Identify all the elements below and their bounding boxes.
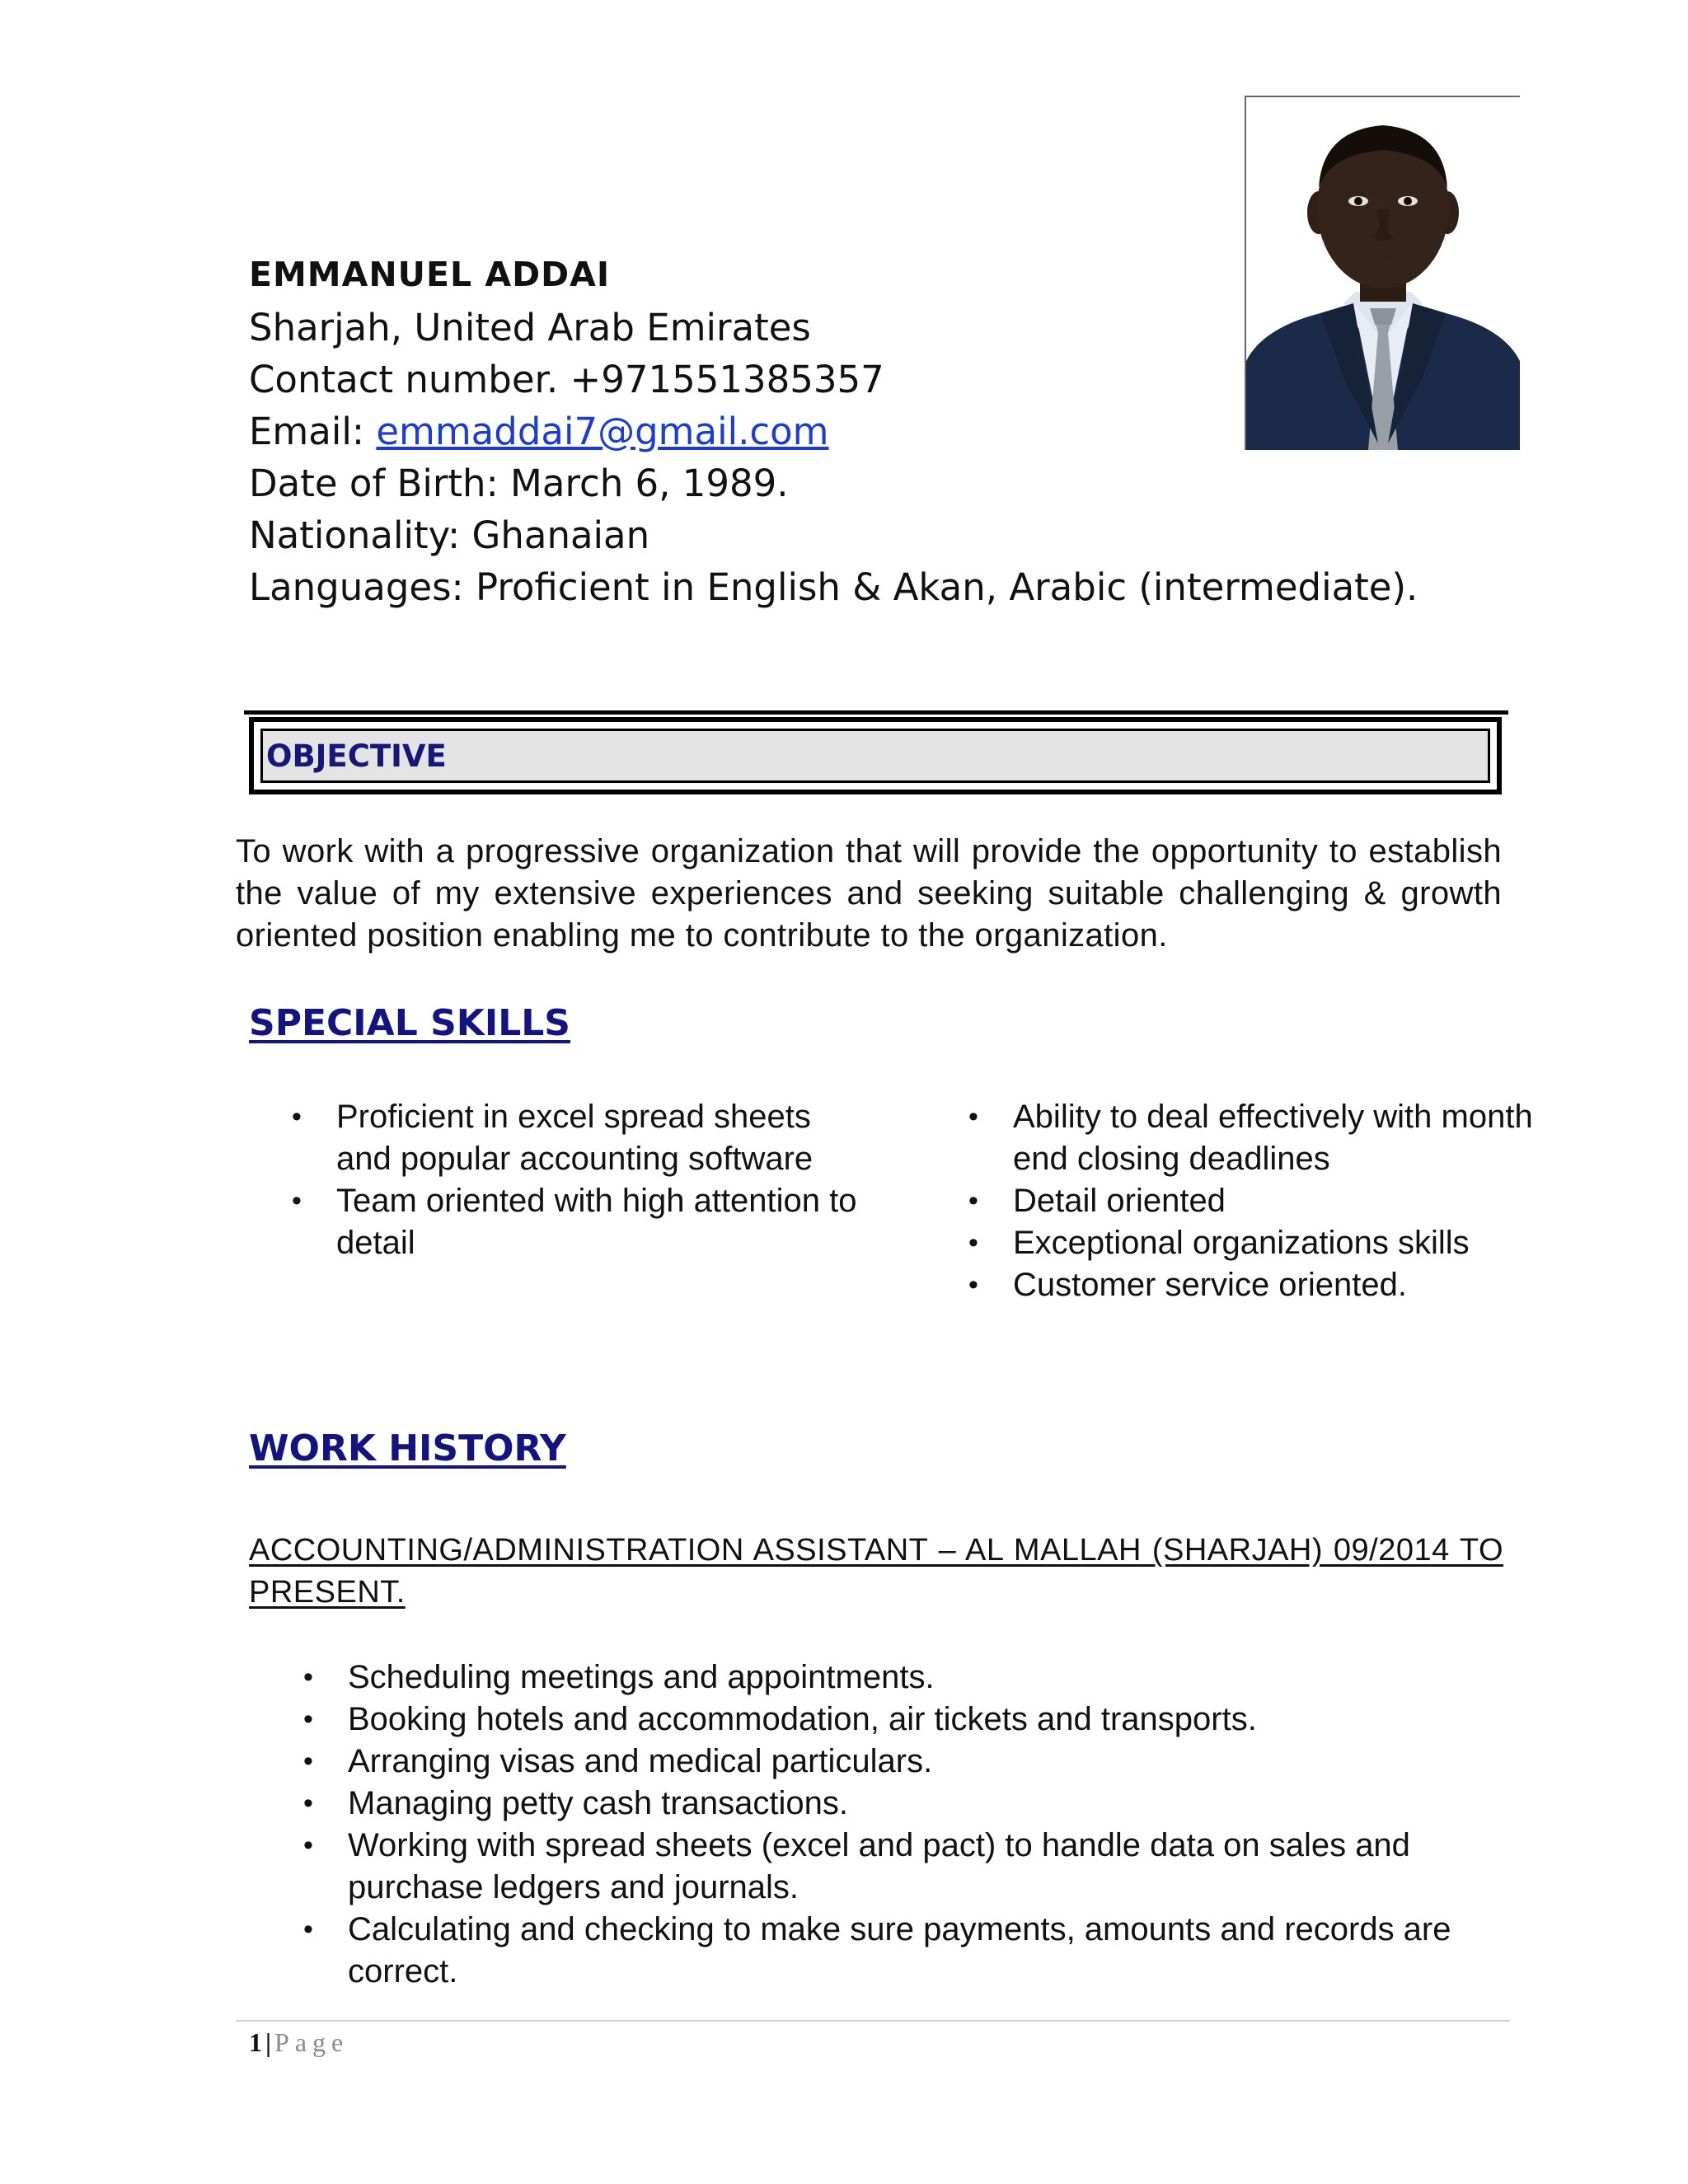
page-separator: | xyxy=(265,2027,272,2057)
profile-photo xyxy=(1245,96,1520,450)
list-item: • Booking hotels and accommodation, air tickets and transports. xyxy=(348,1699,1518,1741)
job-title: ACCOUNTING/ADMINISTRATION ASSISTANT – AL MALLAH (SHARJAH) 09/2014 TO PRESENT. xyxy=(249,1533,1503,1610)
footer-rule xyxy=(236,2020,1510,2022)
duties-list xyxy=(348,1657,1518,1993)
date-of-birth: Date of Birth: March 6, 1989. xyxy=(249,462,789,505)
objective-header-box xyxy=(249,717,1502,794)
contact-block xyxy=(249,302,1418,613)
page-label: Page xyxy=(274,2027,349,2057)
objective-title: OBJECTIVE xyxy=(266,738,447,774)
nationality: Nationality: Ghanaian xyxy=(249,513,650,557)
work-history-heading: WORK HISTORY xyxy=(249,1427,566,1469)
skills-list-left xyxy=(336,1096,864,1264)
list-item: • Calculating and checking to make sure payments, amounts and records are correct. xyxy=(348,1909,1518,1993)
objective-text: To work with a progressive organization that will provide the opportunity to establish the value of my extensive experiences and seeking suitable challenging & growth oriented position enabling me to contribute to the organization. xyxy=(236,833,1502,954)
location: Sharjah, United Arab Emirates xyxy=(249,306,811,349)
profile-photo-image xyxy=(1246,97,1520,450)
list-item: • Working with spread sheets (excel and pact) to handle data on sales and purchase ledgers and journals. xyxy=(348,1825,1518,1909)
list-item: • Managing petty cash transactions. xyxy=(348,1783,1518,1825)
objective-header-fill xyxy=(260,729,1490,783)
list-item: • Proficient in excel spread sheets and popular accounting software xyxy=(336,1096,864,1180)
email-link[interactable]: emmaddai7@gmail.com xyxy=(376,410,829,453)
list-item: • Customer service oriented. xyxy=(1013,1264,1540,1306)
list-item: • Arranging visas and medical particulars. xyxy=(348,1741,1518,1783)
special-skills-heading: SPECIAL SKILLS xyxy=(249,1002,570,1044)
list-item: • Detail oriented xyxy=(1013,1180,1540,1222)
skills-list-right xyxy=(1013,1096,1540,1306)
email-label: Email: xyxy=(249,410,377,453)
page-number: 1 xyxy=(249,2027,262,2057)
email-line xyxy=(249,405,1418,457)
contact-number: Contact number. +971551385357 xyxy=(249,358,884,401)
page-footer xyxy=(249,2027,349,2058)
languages: Languages: Proficient in English & Akan, Arabic (intermediate). xyxy=(249,565,1418,609)
list-item: • Scheduling meetings and appointments. xyxy=(348,1657,1518,1699)
list-item: • Team oriented with high attention to detail xyxy=(336,1180,864,1264)
list-item: • Ability to deal effectively with month end closing deadlines xyxy=(1013,1096,1540,1180)
objective-top-rule xyxy=(244,710,1508,715)
list-item: • Exceptional organizations skills xyxy=(1013,1222,1540,1264)
candidate-name: EMMANUEL ADDAI xyxy=(249,255,611,294)
